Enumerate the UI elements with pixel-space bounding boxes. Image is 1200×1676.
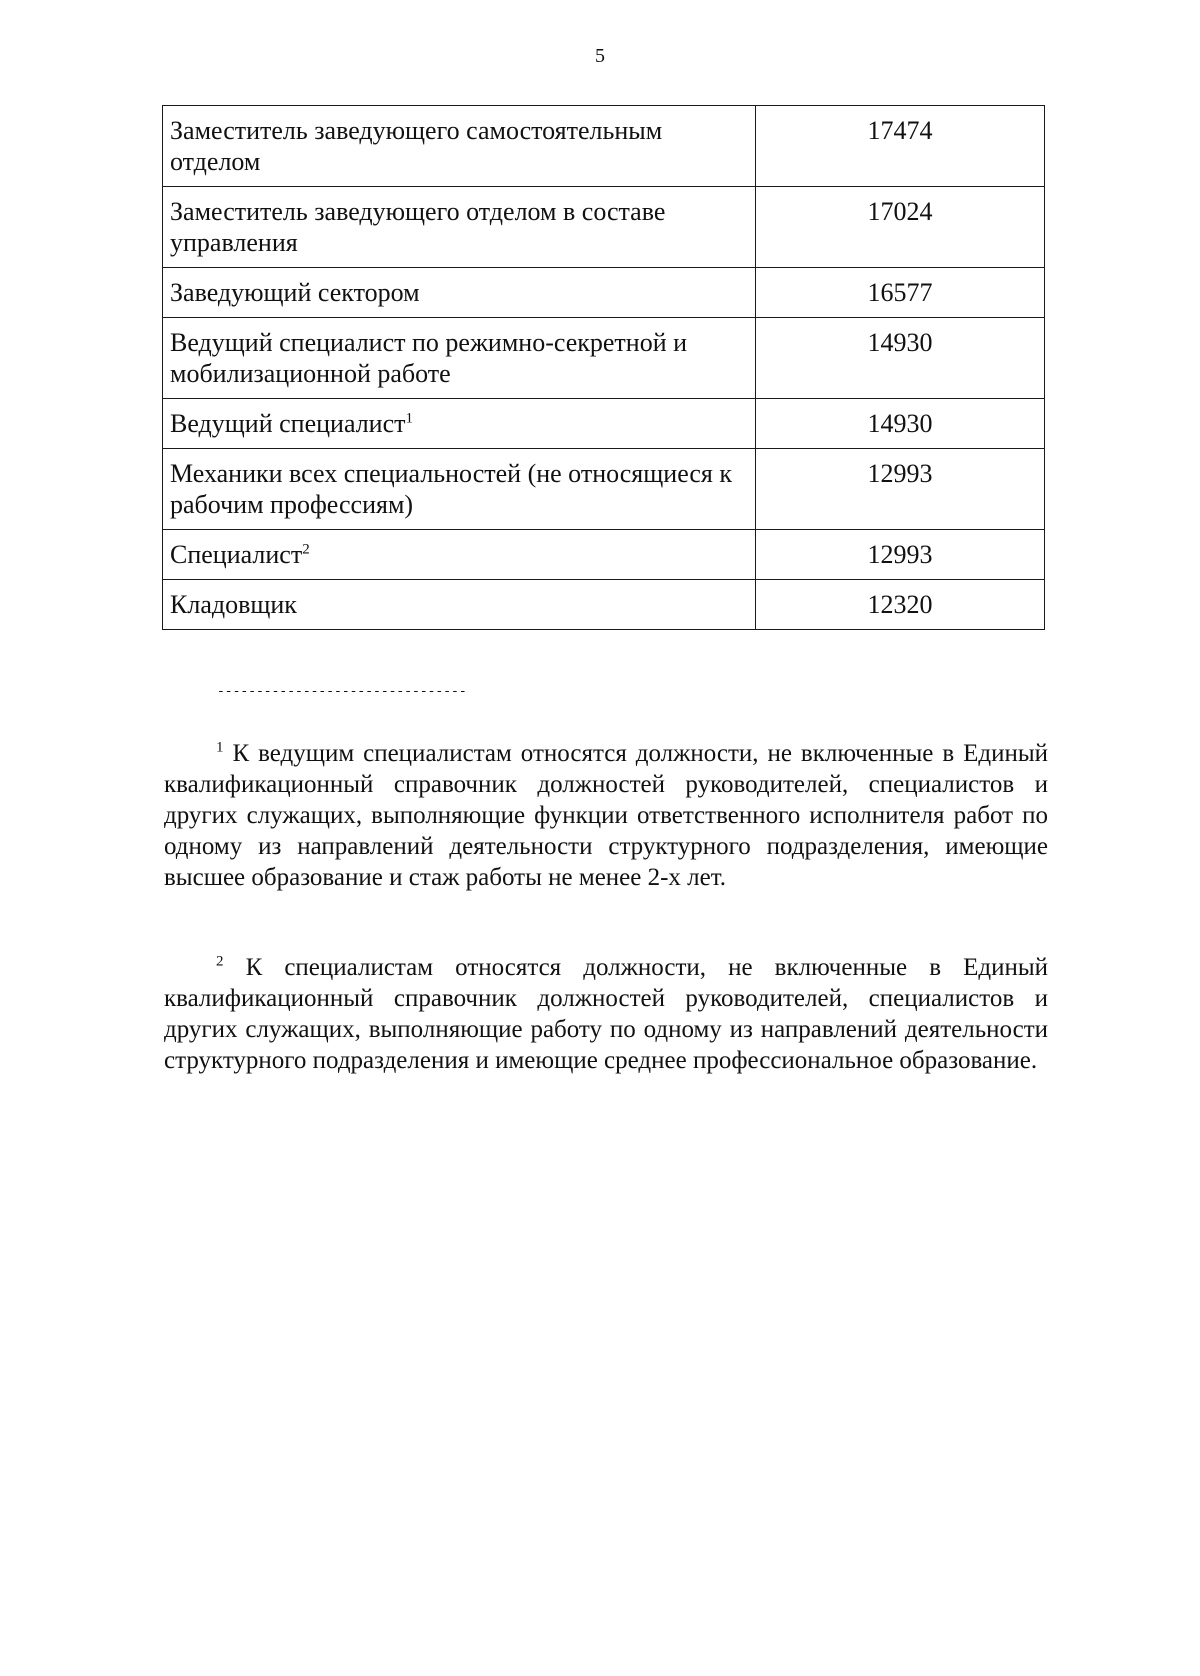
position-name: Кладовщик (170, 590, 297, 619)
position-cell (163, 449, 756, 530)
position-name: Ведущий специалист по режимно-секретной и мобилизационной работе (170, 328, 688, 388)
table-row (163, 187, 1045, 268)
position-cell (163, 399, 756, 449)
position-name: Заведующий сектором (170, 278, 420, 307)
footnote-reference: 1 (405, 410, 413, 427)
footnote-1 (164, 738, 1048, 893)
salary-value: 12320 (756, 580, 1045, 630)
salary-value: 12993 (756, 530, 1045, 580)
salary-value: 16577 (756, 268, 1045, 318)
position-cell (163, 187, 756, 268)
position-name: Механики всех специальностей (не относящиеся к рабочим профессиям) (170, 459, 733, 519)
position-cell (163, 530, 756, 580)
table-row (163, 399, 1045, 449)
position-name: Ведущий специалист (170, 409, 406, 438)
position-name: Заместитель заведующего самостоятельным отделом (170, 116, 663, 176)
table-row (163, 449, 1045, 530)
footnote-mark: 1 (216, 739, 224, 756)
table-row (163, 268, 1045, 318)
footnote-text: К специалистам относятся должности, не включенные в Единый квалификационный справочник должностей руководителей, специалистов и других служащих, выполняющие работу по одному из направлений деятельности структурного подразделения и имеющие среднее профессиональное образование. (164, 954, 1048, 1074)
salary-value: 14930 (756, 399, 1045, 449)
salary-value: 14930 (756, 318, 1045, 399)
footnote-2 (164, 952, 1048, 1076)
salary-value: 12993 (756, 449, 1045, 530)
salary-table (162, 105, 1045, 630)
salary-value: 17474 (756, 106, 1045, 187)
position-cell (163, 318, 756, 399)
table-row (163, 580, 1045, 630)
footnote-separator: -------------------------------- (217, 684, 467, 699)
salary-value: 17024 (756, 187, 1045, 268)
position-name: Заместитель заведующего отделом в составе управления (170, 197, 666, 257)
position-cell (163, 268, 756, 318)
footnote-reference: 2 (302, 541, 310, 558)
footnote-text: К ведущим специалистам относятся должности, не включенные в Единый квалификационный справочник должностей руководителей, специалистов и других служащих, выполняющие функции ответственного исполнителя работ по одному из направлений деятельности структурного подразделения, имеющие высшее образование и стаж работы не менее 2-х лет. (164, 740, 1049, 891)
table-row (163, 318, 1045, 399)
footnote-mark: 2 (216, 953, 224, 970)
position-cell (163, 580, 756, 630)
page-number: 5 (595, 45, 605, 67)
table-row (163, 106, 1045, 187)
position-cell (163, 106, 756, 187)
table-row (163, 530, 1045, 580)
position-name: Специалист (170, 540, 303, 569)
